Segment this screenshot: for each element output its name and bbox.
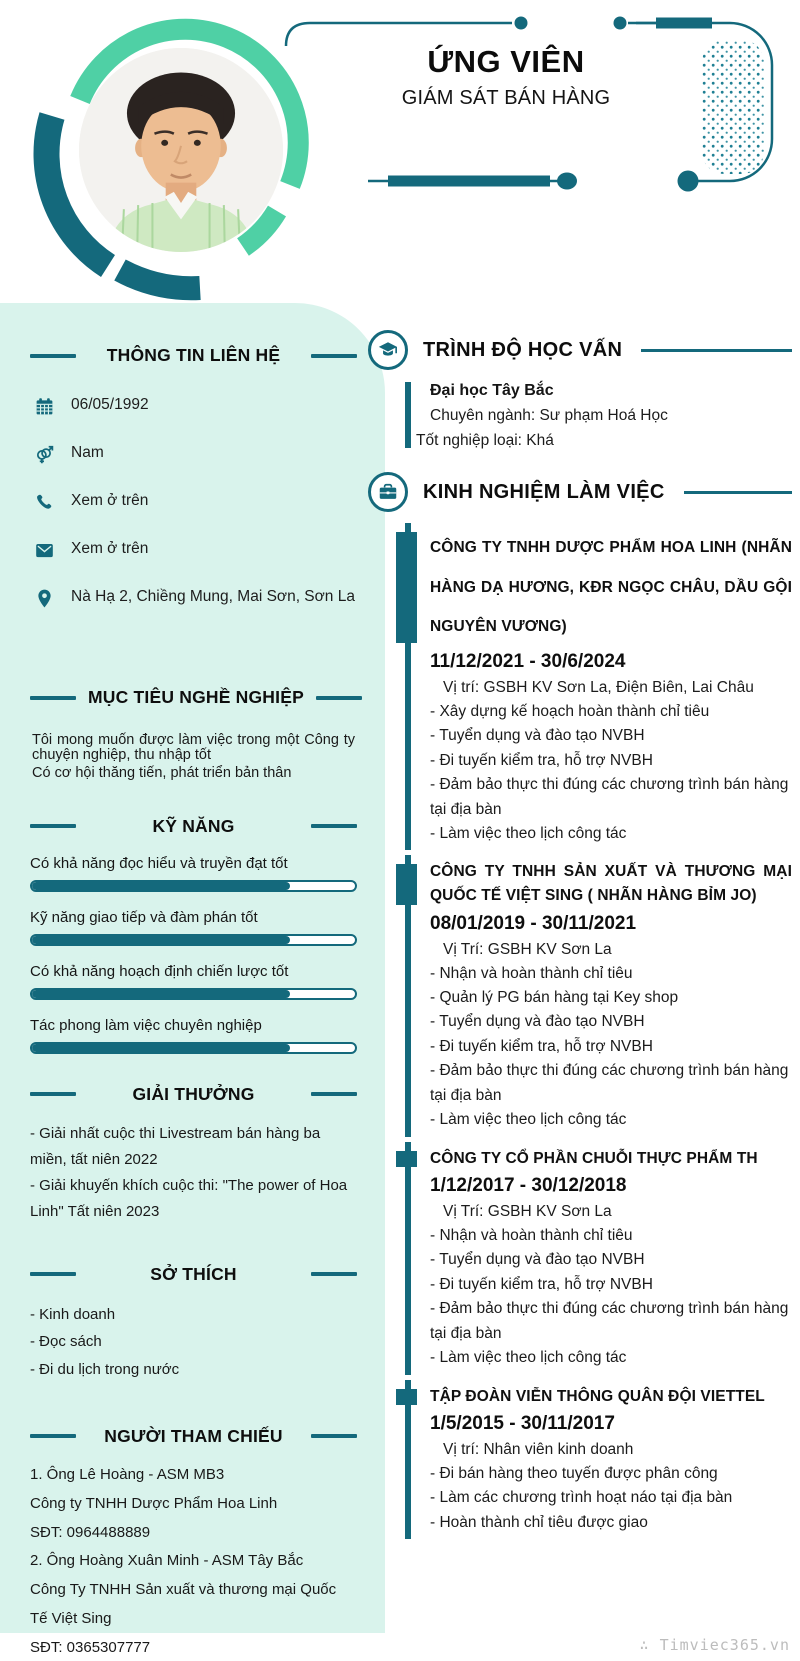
- job-period: 11/12/2021 - 30/6/2024: [430, 650, 626, 672]
- contact-item-email: [34, 540, 357, 561]
- job-position: Vị Trí: GSBH KV Sơn La: [443, 940, 612, 958]
- reference-line: Công Ty TNHH Sản xuất và thương mại Quốc Tế Việt Sing: [30, 1581, 337, 1627]
- job-period: 1/5/2015 - 30/11/2017: [430, 1412, 615, 1434]
- section-contact: [30, 345, 357, 609]
- skill-item: [30, 909, 357, 946]
- profile-photo: [79, 48, 283, 252]
- dash-right: [311, 1092, 357, 1096]
- dot-pattern: [702, 40, 764, 174]
- contact-item-birthday: [34, 396, 357, 417]
- hobby-item: - Đi du lịch trong nước: [30, 1361, 180, 1379]
- skill-bar-fill: [32, 882, 290, 890]
- skill-label: Có khả năng hoạch định chiến lược tốt: [30, 962, 289, 980]
- job-duty: - Đi tuyến kiểm tra, hỗ trợ NVBH: [430, 751, 653, 769]
- hobby-item: - Kinh doanh: [30, 1305, 116, 1323]
- education-grade: Tốt nghiệp loại: Khá: [416, 432, 554, 449]
- contact-item-address: [34, 588, 357, 609]
- objective-line: Có cơ hội thăng tiến, phát triển bản thân: [32, 765, 292, 782]
- dash-right: [311, 1272, 357, 1276]
- timeline-bar: [405, 382, 411, 448]
- skill-label: Kỹ năng giao tiếp và đàm phán tốt: [30, 908, 258, 926]
- section-skills: [30, 816, 357, 1054]
- skill-bar: [30, 934, 357, 946]
- company-name: CÔNG TY TNHH DƯỢC PHẨM HOA LINH (NHÃN HÀNG DẠ HƯƠNG, KĐR NGỌC CHÂU, DẦU GỘI NGUYÊN VƯƠNG): [430, 528, 792, 647]
- contact-item-gender: [34, 444, 357, 465]
- dash-left: [30, 1272, 76, 1276]
- reference-line: 1. Ông Lê Hoàng - ASM MB3: [30, 1465, 225, 1483]
- company-name: CÔNG TY TNHH SẢN XUẤT VÀ THƯƠNG MẠI QUỐC TẾ VIỆT SING ( NHÃN HÀNG BỈM JO): [430, 860, 792, 908]
- site-watermark: ∴ Timviec365.vn: [639, 1636, 790, 1654]
- objective-heading: MỤC TIÊU NGHỀ NGHIỆP: [88, 687, 304, 707]
- dash-right: [311, 824, 357, 828]
- job-position: Vị Trí: GSBH KV Sơn La: [443, 1202, 612, 1220]
- page-title: ỨNG VIÊN: [427, 44, 585, 79]
- contact-text: Xem ở trên: [71, 492, 149, 509]
- calendar-icon: [34, 396, 55, 417]
- graduation-cap-icon: [368, 330, 408, 370]
- awards-heading: GIẢI THƯỞNG: [132, 1083, 255, 1104]
- dash-right: [311, 354, 357, 358]
- contact-heading: THÔNG TIN LIÊN HỆ: [106, 345, 281, 365]
- award-item: - Giải nhất cuộc thi Livestream bán hàng ba miền, tất niên 2022: [30, 1124, 321, 1168]
- job-entry: [396, 860, 792, 1132]
- job-duty: - Làm các chương trình hoạt náo tại địa bàn: [430, 1489, 733, 1507]
- job-duty: - Đảm bảo thực thi đúng các chương trình bán hàng tại địa bàn: [430, 776, 789, 818]
- dash-right: [316, 696, 362, 700]
- skill-bar: [30, 880, 357, 892]
- job-duty: - Làm việc theo lịch công tác: [430, 824, 627, 842]
- job-period: 08/01/2019 - 30/11/2021: [430, 912, 637, 934]
- phone-icon: [34, 492, 55, 513]
- section-awards: [30, 1084, 357, 1226]
- job-position: Vị trí: Nhân viên kinh doanh: [443, 1440, 634, 1458]
- timeline-bar: [405, 1142, 411, 1375]
- education-major: Chuyên ngành: Sư phạm Hoá Học: [430, 407, 668, 424]
- company-name: CÔNG TY CỔ PHẦN CHUỖI THỰC PHẨM TH: [430, 1147, 792, 1171]
- contact-text: Nà Hạ 2, Chiềng Mung, Mai Sơn, Sơn La: [71, 588, 355, 605]
- education-heading: TRÌNH ĐỘ HỌC VẤN: [423, 338, 623, 361]
- skill-bar: [30, 1042, 357, 1054]
- skills-heading: KỸ NĂNG: [152, 815, 235, 836]
- section-references: [30, 1426, 357, 1661]
- gender-icon: [34, 444, 55, 465]
- contact-text: Nam: [71, 444, 104, 461]
- education-entry: [396, 382, 792, 450]
- portrait-illustration: [79, 48, 283, 252]
- email-icon: [34, 540, 55, 561]
- dash-left: [30, 824, 76, 828]
- skill-item: [30, 1017, 357, 1054]
- heading-rule: [684, 491, 792, 494]
- dash-left: [30, 1434, 76, 1438]
- dash-left: [30, 354, 76, 358]
- dash-left: [30, 696, 76, 700]
- reference-line: SĐT: 0365307777: [30, 1638, 151, 1656]
- job-duty: - Hoàn thành chỉ tiêu được giao: [430, 1513, 648, 1531]
- company-name: TẬP ĐOÀN VIỄN THÔNG QUÂN ĐỘI VIETTEL: [430, 1385, 792, 1409]
- hobbies-heading: SỞ THÍCH: [150, 1263, 237, 1284]
- section-experience-header: [368, 472, 792, 512]
- contact-item-phone: [34, 492, 357, 513]
- job-duty: - Làm việc theo lịch công tác: [430, 1349, 627, 1367]
- job-duty: - Đi bán hàng theo tuyến được phân công: [430, 1464, 718, 1482]
- job-duty: - Nhận và hoàn thành chỉ tiêu: [430, 1226, 633, 1244]
- school-name: Đại học Tây Bắc: [430, 382, 554, 399]
- job-duty: - Tuyển dụng và đào tạo NVBH: [430, 1013, 645, 1031]
- contact-text: 06/05/1992: [71, 396, 149, 413]
- reference-line: SĐT: 0964488889: [30, 1523, 151, 1541]
- job-duty: - Đảm bảo thực thi đúng các chương trình bán hàng tại địa bàn: [430, 1300, 789, 1342]
- job-duty: - Xây dựng kế hoạch hoàn thành chỉ tiêu: [430, 702, 710, 720]
- job-duty: - Tuyển dụng và đào tạo NVBH: [430, 727, 645, 745]
- job-duty: - Đảm bảo thực thi đúng các chương trình bán hàng tại địa bàn: [430, 1062, 789, 1104]
- job-duty: - Đi tuyến kiểm tra, hỗ trợ NVBH: [430, 1275, 653, 1293]
- briefcase-icon: [368, 472, 408, 512]
- hobby-item: - Đọc sách: [30, 1333, 102, 1351]
- contact-text: Xem ở trên: [71, 540, 149, 557]
- skill-item: [30, 855, 357, 892]
- section-objective: [30, 687, 357, 782]
- job-entry: [396, 528, 792, 846]
- skill-bar-fill: [32, 990, 290, 998]
- main-content: [368, 330, 792, 1549]
- dash-left: [30, 1092, 76, 1096]
- job-period: 1/12/2017 - 30/12/2018: [430, 1174, 627, 1196]
- job-duty: - Đi tuyến kiểm tra, hỗ trợ NVBH: [430, 1037, 653, 1055]
- heading-rule: [641, 349, 792, 352]
- skill-item: [30, 963, 357, 1000]
- job-duty: - Làm việc theo lịch công tác: [430, 1111, 627, 1129]
- page-subtitle: GIÁM SÁT BÁN HÀNG: [401, 87, 611, 109]
- section-education-header: [368, 330, 792, 370]
- dash-right: [311, 1434, 357, 1438]
- left-sidebar: [0, 303, 385, 1656]
- reference-line: 2. Ông Hoàng Xuân Minh - ASM Tây Bắc: [30, 1552, 304, 1570]
- objective-line: Tôi mong muốn được làm việc trong một Công ty chuyện nghiệp, thu nhập tốt: [32, 732, 355, 764]
- job-entry: [396, 1385, 792, 1535]
- experience-heading: KINH NGHIỆM LÀM VIỆC: [423, 480, 665, 503]
- references-heading: NGƯỜI THAM CHIẾU: [104, 1425, 283, 1446]
- location-icon: [34, 588, 55, 609]
- job-entry: [396, 1147, 792, 1371]
- skill-label: Tác phong làm việc chuyên nghiệp: [30, 1016, 262, 1034]
- award-item: - Giải khuyến khích cuộc thi: "The power of Hoa Linh" Tất niên 2023: [30, 1177, 348, 1221]
- skill-bar-fill: [32, 1044, 290, 1052]
- job-position: Vị trí: GSBH KV Sơn La, Điện Biên, Lai Châu: [443, 678, 754, 696]
- job-duty: - Quản lý PG bán hàng tại Key shop: [430, 989, 679, 1006]
- skill-label: Có khả năng đọc hiểu và truyền đạt tốt: [30, 854, 288, 872]
- skill-bar: [30, 988, 357, 1000]
- job-duty: - Tuyển dụng và đào tạo NVBH: [430, 1251, 645, 1269]
- job-duty: - Nhận và hoàn thành chỉ tiêu: [430, 964, 633, 982]
- reference-line: Công ty TNHH Dược Phẩm Hoa Linh: [30, 1494, 278, 1512]
- skill-bar-fill: [32, 936, 290, 944]
- section-hobbies: [30, 1264, 357, 1384]
